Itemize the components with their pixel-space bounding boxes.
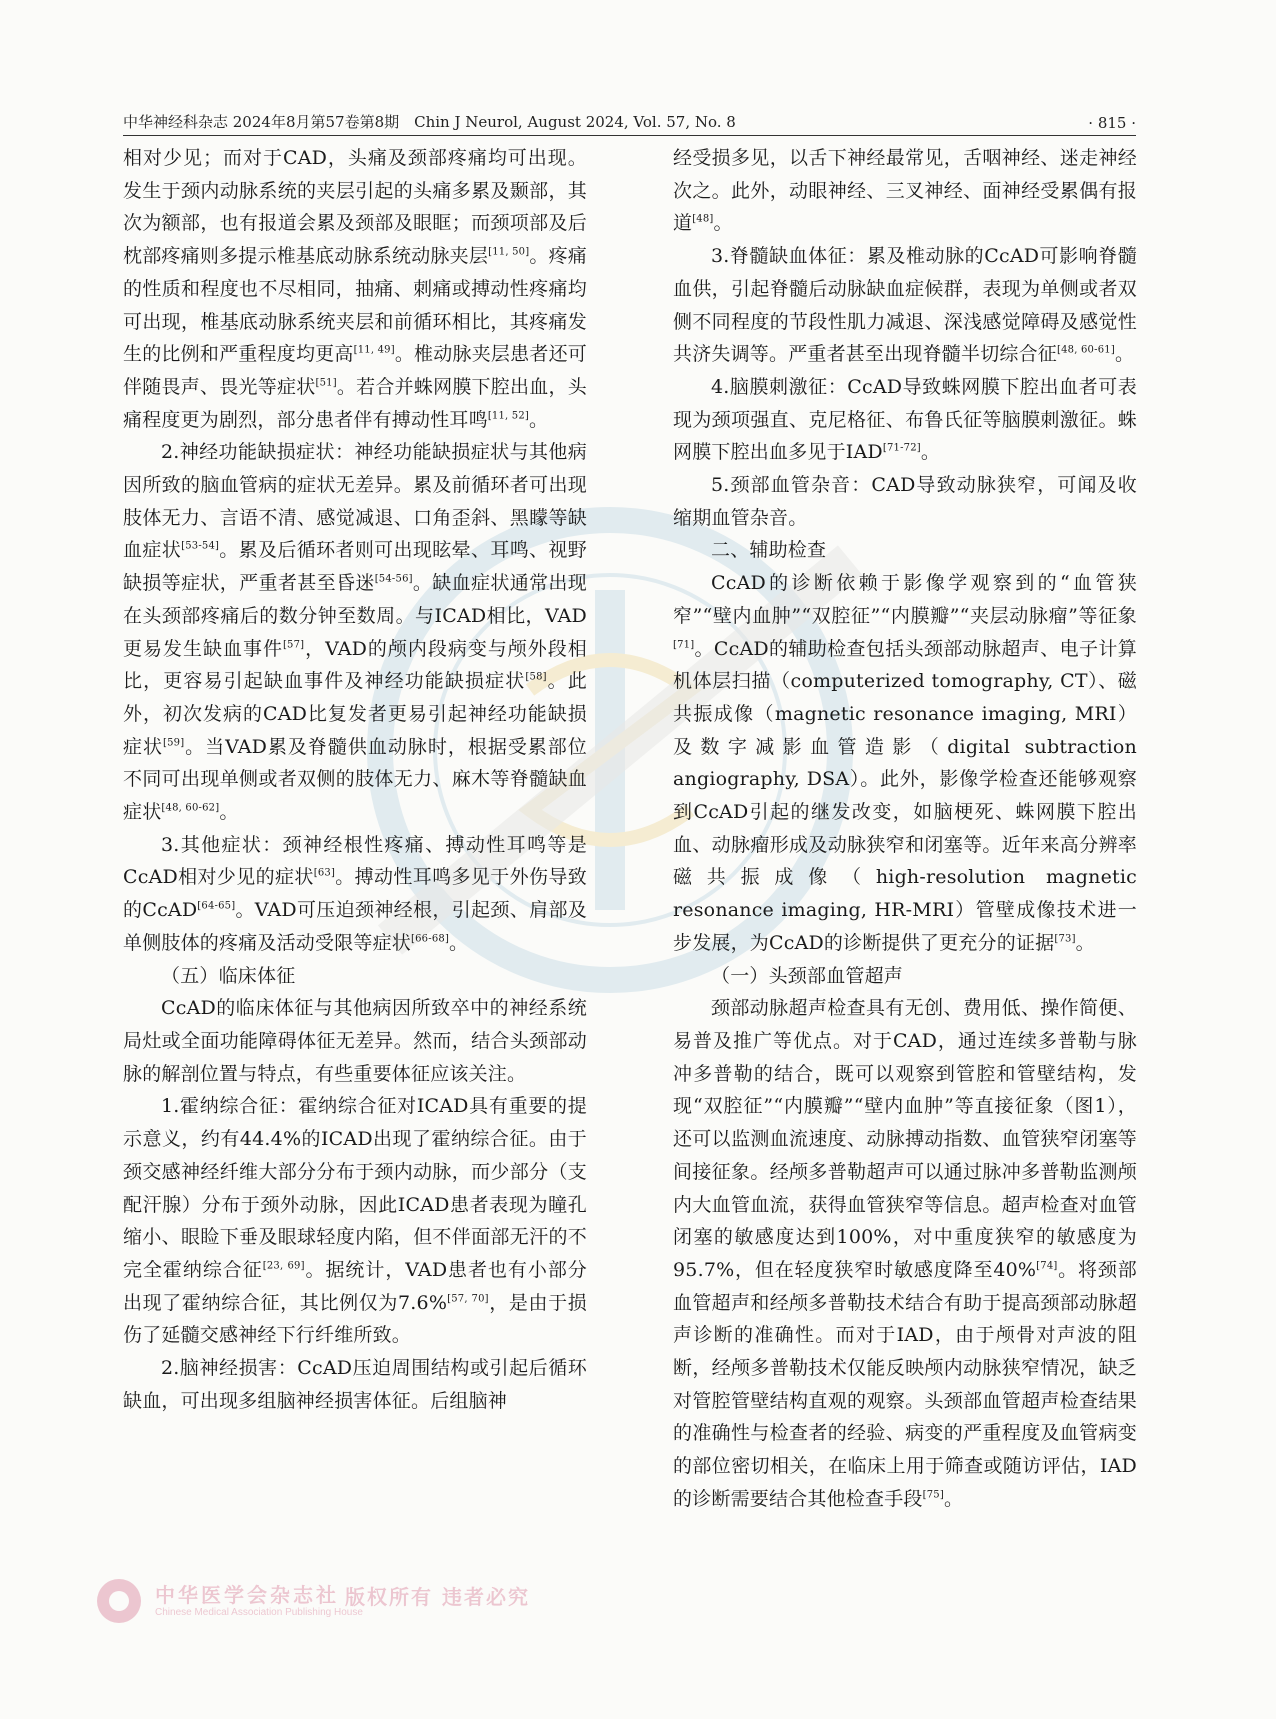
paragraph-text: 。搏动性耳鸣多见于外伤导致的CcAD [123,866,587,922]
running-header [123,104,1136,132]
paragraph-text: ，是由于损伤了延髓交感神经下行纤维所致。 [123,1291,587,1347]
publisher-name-en: Chinese Medical Association Publishing House [155,1607,363,1618]
citation-ref: [48, 60-62] [161,802,220,814]
paragraph-text: 。 [219,801,239,824]
citation-ref: [73] [1054,933,1076,945]
paragraph [123,1352,587,1417]
citation-ref: [57, 70] [447,1293,489,1305]
paragraph-text: 。 [713,212,733,235]
citation-ref: [11, 52] [487,410,530,422]
citation-ref: [66-68] [411,933,450,945]
paragraph [673,240,1137,371]
paragraph [123,142,587,436]
copyright-notice: 版权所有 违者必究 [345,1585,530,1609]
paragraph [673,534,1137,567]
left-column [123,142,587,1417]
paragraph [673,960,1137,993]
paragraph-text: 。 [1114,343,1135,366]
paragraph [673,469,1137,534]
publisher-name-cn: 中华医学会杂志社 [155,1583,339,1607]
citation-ref: [51] [315,377,337,389]
citation-ref: [71-72] [882,443,921,454]
paragraph [673,567,1137,959]
paragraph-text: 。此外，初次发病的CAD比复发者更易引起神经功能缺损症状 [123,670,587,758]
paragraph-text: 经受损多见，以舌下神经最常见，舌咽神经、迷走神经次之。此外，动眼神经、三叉神经、面神经受累偶有报道 [673,147,1137,235]
paragraph-text: 。椎动脉夹层患者还可伴随畏声、畏光等症状 [123,343,587,398]
paragraph-text: 。当VAD累及脊髓供血动脉时，根据受累部位不同可出现单侧或者双侧的肢体无力、麻木等脊髓缺血症状 [123,735,587,824]
paragraph [123,829,587,960]
citation-ref: [75] [922,1489,944,1501]
paragraph-text: 。CcAD的辅助检查包括头颈部动脉超声、电子计算机体层扫描（computerized tomography, CT）、磁共振成像（magnetic resonance imaging, MRI）及数字减影血管造影（digital subtraction angiography, DSA）。此外，影像学检查还能够观察到CcAD引起的继发改变，如脑梗死、蛛网膜下腔出血、动脉瘤形成及动脉狭窄和闭塞等。近年来高分辨率磁共振成像（high-resolution magnetic resonance imaging, HR-MRI）管壁成像技术进一步发展，为CcAD的诊断提供了更充分的证据 [673,637,1137,954]
citation-ref: [23, 69] [262,1260,305,1272]
paragraph [123,992,587,1090]
citation-ref: [11, 50] [488,246,530,258]
citation-ref: [74] [1036,1260,1058,1272]
citation-ref: [59] [163,737,185,749]
paragraph [673,142,1137,240]
citation-ref: [11, 49] [353,344,395,356]
citation-ref: [53-54] [181,541,220,553]
paragraph-text: 。疼痛的性质和程度也不尽相同，抽痛、刺痛或搏动性疼痛均可出现，椎基底动脉系统夹层和前循环相比，其疼痛发生的比例和严重程度均更高 [123,245,587,366]
paragraph-text: 。据统计，VAD患者也有小部分出现了霍纳综合征，其比例仅为7.6% [123,1258,588,1314]
publisher-footer [95,1573,535,1633]
paragraph-text: 。 [529,408,549,431]
paragraph-text: 二、辅助检查 [711,539,827,562]
paragraph [123,1090,587,1352]
publisher-logo-icon [95,1577,143,1625]
paragraph-text: 1.霍纳综合征：霍纳综合征对ICAD具有重要的提示意义，约有44.4%的ICAD出现了霍纳综合征。由于颈交感神经纤维大部分分布于颈内动脉，而少部分（支配汗腺）分布于颈外动脉，因此ICAD患者表现为瞳孔缩小、眼睑下垂及眼球轻度内陷，但不伴面部无汗的不完全霍纳综合征 [123,1095,587,1281]
paragraph-text: 2.神经功能缺损症状：神经功能缺损症状与其他病因所致的脑血管病的症状无差异。累及前循环者可出现肢体无力、言语不清、感觉减退、口角歪斜、黑矇等缺血症状 [123,441,587,562]
citation-ref: [64-65] [197,900,236,912]
journal-citation: 中华神经科杂志 2024年8月第57卷第8期 Chin J Neurol, August 2024, Vol. 57, No. 8 [123,113,736,131]
paragraph-text: 相对少见；而对于CAD，头痛及颈部疼痛均可出现。发生于颈内动脉系统的夹层引起的头痛多累及颞部，其次为额部，也有报道会累及颈部及眼眶；而颈项部及后枕部疼痛则多提示椎基底动脉系统动脉夹层 [123,147,587,268]
paragraph-text: 2.脑神经损害：CcAD压迫周围结构或引起后循环缺血，可出现多组脑神经损害体征。后组脑神 [123,1357,587,1412]
paragraph-text: 。 [920,441,941,464]
paragraph-text: 颈部动脉超声检查具有无创、费用低、操作简便、易普及推广等优点。对于CAD，通过连续多普勒与脉冲多普勒的结合，既可以观察到管腔和管壁结构，发现“双腔征”“内膜瓣”“壁内血肿”等直接征象（图1），还可以监测血流速度、动脉搏动指数、血管狭窄闭塞等间接征象。经颅多普勒超声可以通过脉冲多普勒监测颅内大血管血流，获得血管狭窄等信息。超声检查对血管闭塞的敏感度达到100%，对中重度狭窄的敏感度为95.7%，但在轻度狭窄时敏感度降至40% [673,997,1137,1281]
paragraph-text: 5.颈部血管杂音：CAD导致动脉狭窄，可闻及收缩期血管杂音。 [673,474,1137,529]
citation-ref: [54-56] [374,573,413,585]
paragraph-text: 。 [943,1487,964,1510]
paragraph-text: CcAD的诊断依赖于影像学观察到的“血管狭窄”“壁内血肿”“双腔征”“内膜瓣”“夹层动脉瘤”等征象 [673,572,1137,627]
paragraph-text: 3.脊髓缺血体征：累及椎动脉的CcAD可影响脊髓血供，引起脊髓后动脉缺血症候群，表现为单侧或者双侧不同程度的节段性肌力减退、深浅感觉障碍及感觉性共济失调等。严重者甚至出现脊髓半切综合征 [673,245,1137,366]
paragraph-text: 4.脑膜刺激征：CcAD导致蛛网膜下腔出血者可表现为颈项强直、克尼格征、布鲁氏征等脑膜刺激征。蛛网膜下腔出血多见于IAD [673,375,1137,464]
right-column [673,142,1137,1516]
paragraph [123,960,587,993]
citation-ref: [48, 60-61] [1057,344,1115,356]
citation-ref: [57] [282,639,305,651]
paragraph [123,436,587,828]
paragraph [673,371,1137,469]
citation-ref: [58] [525,671,547,683]
paragraph-text: （五）临床体征 [161,964,296,987]
citation-ref: [71] [673,639,695,651]
paragraph-text: （一）头颈部血管超声 [711,964,904,987]
paragraph-text: 。 [1075,931,1095,954]
paragraph-text: 。将颈部血管超声和经颅多普勒技术结合有助于提高颈部动脉超声诊断的准确性。而对于IAD，由于颅骨对声波的阻断，经颅多普勒技术仅能反映颅内动脉狭窄情况，缺乏对管腔管壁结构直观的观察。头颈部血管超声检查结果的准确性与检查者的经验、病变的严重程度及血管病变的部位密切相关，在临床上用于筛查或随访评估，IAD的诊断需要结合其他检查手段 [673,1258,1137,1510]
paragraph-text: 。缺血症状通常出现在头颈部疼痛后的数分钟至数周。与ICAD相比，VAD更易发生缺血事件 [123,572,587,660]
citation-ref: [63] [313,868,336,880]
paragraph-text: 。VAD可压迫颈神经根，引起颈、肩部及单侧肢体的疼痛及活动受限等症状 [123,899,587,954]
page-number: · 815 · [1088,114,1136,132]
paragraph-text: CcAD的临床体征与其他病因所致卒中的神经系统局灶或全面功能障碍体征无差异。然而，结合头颈部动脉的解剖位置与特点，有些重要体征应该关注。 [123,997,587,1085]
paragraph-text: 。累及后循环者则可出现眩晕、耳鸣、视野缺损等症状，严重者甚至昏迷 [123,539,587,595]
paragraph-text: 3.其他症状：颈神经根性疼痛、搏动性耳鸣等是CcAD相对少见的症状 [123,833,587,889]
paragraph-text: 。若合并蛛网膜下腔出血，头痛程度更为剧烈，部分患者伴有搏动性耳鸣 [123,375,587,431]
paragraph [673,992,1137,1515]
paragraph-text: ，VAD的颅内段病变与颅外段相比，更容易引起缺血事件及神经功能缺损症状 [123,637,587,693]
paragraph-text: 。 [449,931,469,954]
header-rule [123,135,1136,136]
citation-ref: [48] [692,214,714,226]
